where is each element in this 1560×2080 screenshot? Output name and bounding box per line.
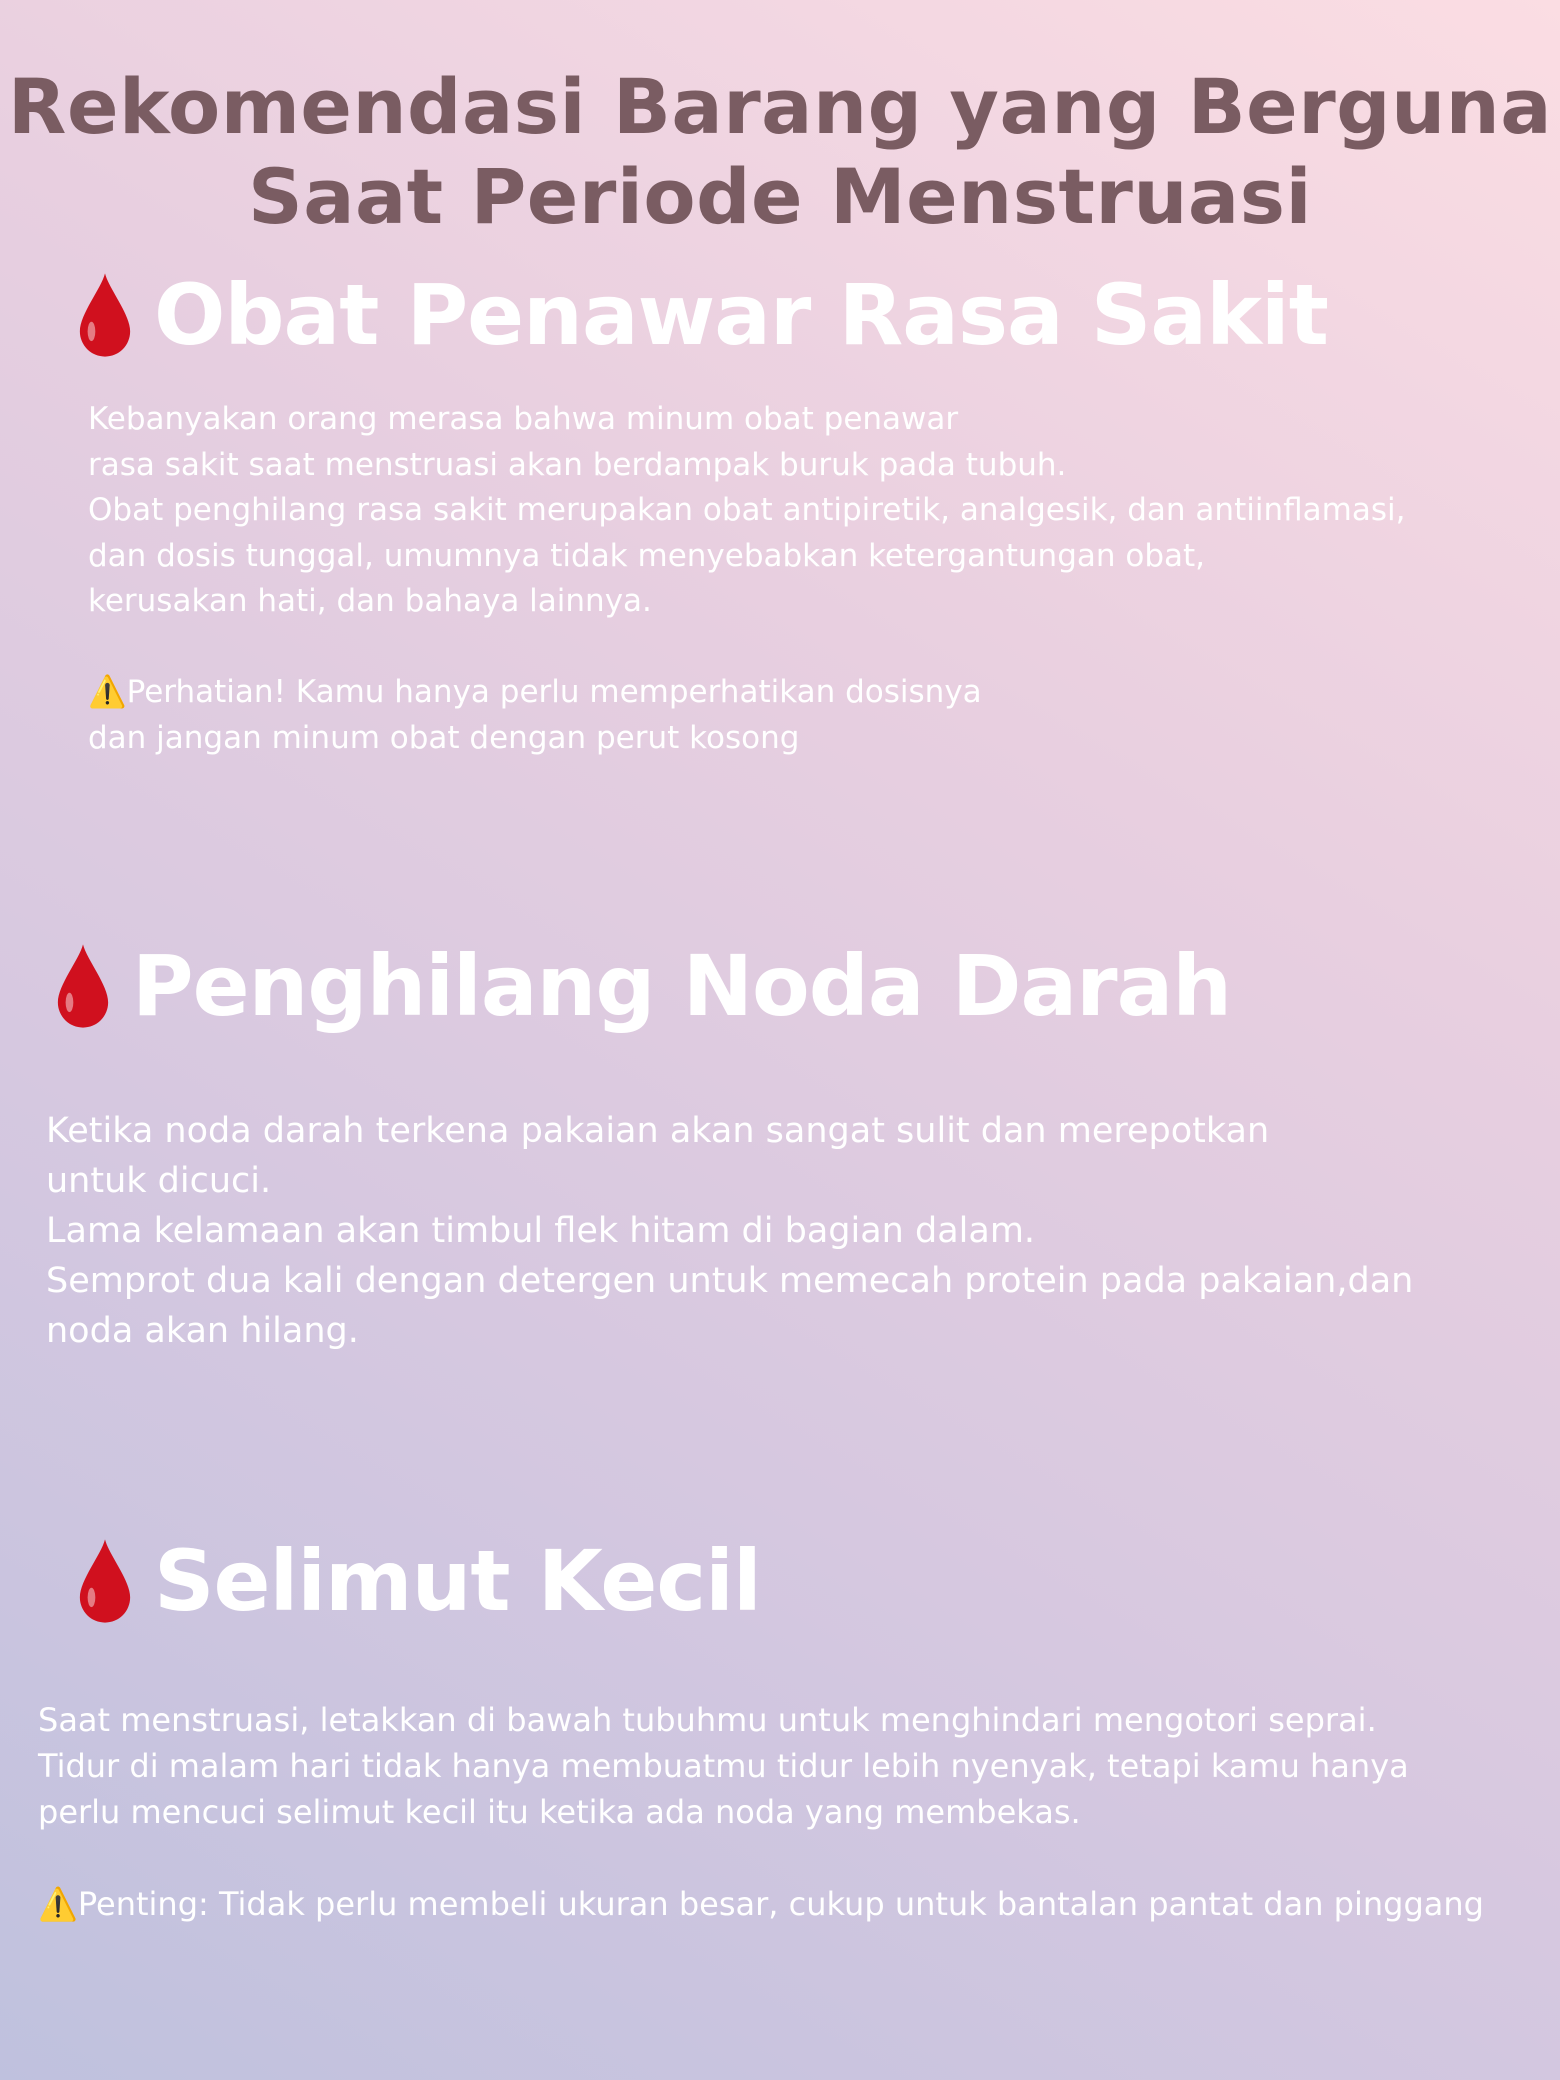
section-heading-text: Selimut Kecil bbox=[154, 1532, 761, 1630]
body-line: dan dosis tunggal, umumnya tidak menyebabkan ketergantungan obat, bbox=[88, 537, 1206, 574]
section-body-small-blanket bbox=[38, 1697, 1484, 1927]
body-line: rasa sakit saat menstruasi akan berdampak buruk pada tubuh. bbox=[88, 446, 1067, 483]
section-heading-pain-reliever bbox=[76, 266, 1328, 364]
spacer bbox=[38, 1835, 1484, 1881]
body-line: kerusakan hati, dan bahaya lainnya. bbox=[88, 583, 652, 619]
warning-line bbox=[88, 670, 1405, 716]
body-line: Ketika noda darah terkena pakaian akan sangat sulit dan merepotkan bbox=[46, 1111, 1270, 1151]
warning-line bbox=[38, 1881, 1484, 1927]
page-title-line-1: Rekomendasi Barang yang Berguna bbox=[7, 62, 1553, 151]
warning-line: dan jangan minum obat dengan perut kosong bbox=[88, 719, 800, 756]
body-line: Lama kelamaan akan timbul flek hitam di bagian dalam. bbox=[46, 1211, 1036, 1251]
body-line: untuk dicuci. bbox=[46, 1161, 272, 1201]
warning-icon: ⚠️ bbox=[38, 1885, 78, 1923]
section-body-stain-remover bbox=[46, 1106, 1413, 1356]
warning-text: Perhatian! Kamu hanya perlu memperhatikan dosisnya bbox=[126, 674, 982, 710]
section-heading-text: Penghilang Noda Darah bbox=[132, 937, 1232, 1035]
body-line: Saat menstruasi, letakkan di bawah tubuhmu untuk menghindari mengotori seprai. bbox=[38, 1701, 1377, 1739]
blood-drop-icon bbox=[76, 1537, 134, 1625]
section-heading-text: Obat Penawar Rasa Sakit bbox=[154, 266, 1328, 364]
page-title bbox=[0, 62, 1560, 242]
body-line: Kebanyakan orang merasa bahwa minum obat penawar bbox=[88, 401, 959, 437]
section-heading-small-blanket bbox=[76, 1532, 761, 1630]
spacer bbox=[88, 625, 1405, 671]
page-title-line-2: Saat Periode Menstruasi bbox=[248, 152, 1312, 241]
body-line: Semprot dua kali dengan detergen untuk memecah protein pada pakaian,dan bbox=[46, 1261, 1414, 1301]
blood-drop-icon bbox=[76, 271, 134, 359]
body-line: Obat penghilang rasa sakit merupakan obat antipiretik, analgesik, dan antiinflamasi, bbox=[88, 492, 1406, 528]
blood-drop-icon bbox=[54, 942, 112, 1030]
body-line: Tidur di malam hari tidak hanya membuatmu tidur lebih nyenyak, tetapi kamu hanya bbox=[38, 1747, 1409, 1785]
section-heading-stain-remover bbox=[54, 937, 1231, 1035]
warning-text: Penting: Tidak perlu membeli ukuran besar, cukup untuk bantalan pantat dan pinggang bbox=[77, 1885, 1484, 1923]
body-line: perlu mencuci selimut kecil itu ketika ada noda yang membekas. bbox=[38, 1793, 1081, 1831]
warning-icon: ⚠️ bbox=[88, 674, 127, 710]
section-body-pain-reliever bbox=[88, 397, 1405, 761]
body-line: noda akan hilang. bbox=[46, 1311, 359, 1351]
